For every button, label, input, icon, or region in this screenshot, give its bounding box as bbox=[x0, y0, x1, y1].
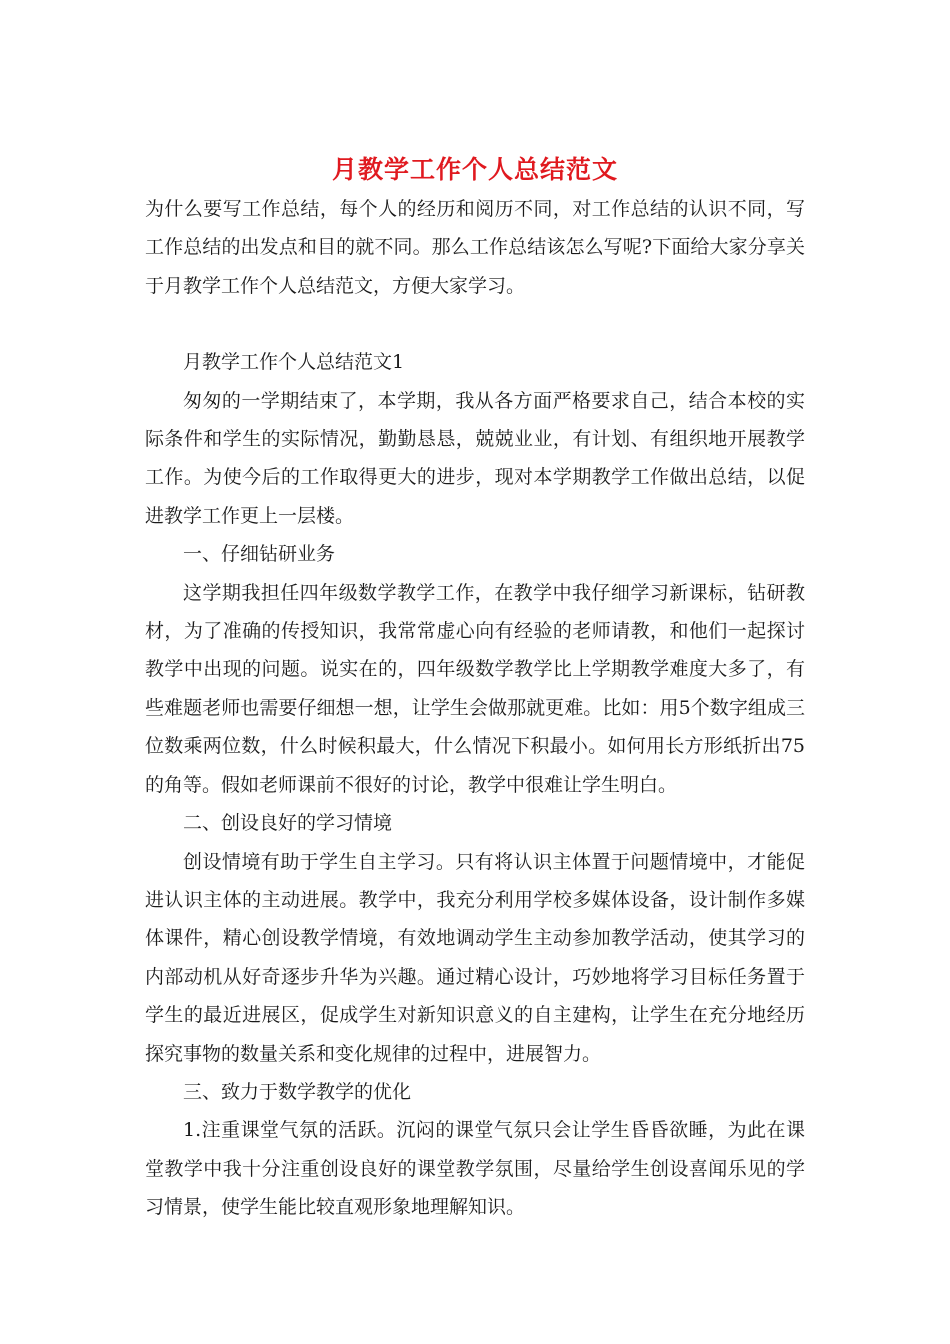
paragraph-4: 1.注重课堂气氛的活跃。沉闷的课堂气氛只会让学生昏昏欲睡，为此在课堂教学中我十分注重创设良好的课堂教学氛围，尽量给学生创设喜闻乐见的学习情景，使学生能比较直观形象地理解知识。 bbox=[145, 1119, 805, 1219]
document-page bbox=[145, 150, 805, 1227]
heading-3: 三、致力于数学教学的优化 bbox=[183, 1080, 412, 1103]
paragraph-2: 这学期我担任四年级数学教学工作，在教学中我仔细学习新课标，钻研教材，为了准确的传授知识，我常常虚心向有经验的老师请教，和他们一起探讨教学中出现的问题。说实在的，四年级数学教学比上学期教学难度大多了，有些难题老师也需要仔细想一想，让学生会做那就更难。比如：用5个数字组成三位数乘两位数，什么时候积最大，什么情况下积最小。如何用长方形纸折出75 的角等。假如老师课前不很好的讨论，教学中很难让学生明白。 bbox=[145, 581, 805, 796]
document-title: 月教学工作个人总结范文 bbox=[331, 155, 618, 184]
heading-2: 二、创设良好的学习情境 bbox=[183, 812, 393, 835]
paragraph-3: 创设情境有助于学生自主学习。只有将认识主体置于问题情境中，才能促进认识主体的主动进展。教学中，我充分利用学校多媒体设备，设计制作多媒体课件，精心创设教学情境，有效地调动学生主动参加教学活动，使其学习的内部动机从好奇逐步升华为兴趣。通过精心设计，巧妙地将学习目标任务置于学生的最近进展区，促成学生对新知识意义的自主建构，让学生在充分地经历探究事物的数量关系和变化规律的过程中，进展智力。 bbox=[145, 850, 805, 1065]
paragraph-gap bbox=[145, 305, 805, 343]
intro-paragraph: 为什么要写工作总结，每个人的经历和阅历不同，对工作总结的认识不同，写工作总结的出发点和目的就不同。那么工作总结该怎么写呢?下面给大家分享关于月教学工作个人总结范文，方便大家学习。 bbox=[145, 198, 805, 297]
paragraph-1: 匆匆的一学期结束了，本学期，我从各方面严格要求自己，结合本校的实际条件和学生的实际情况，勤勤恳恳，兢兢业业，有计划、有组织地开展教学工作。为使今后的工作取得更大的进步，现对本学期教学工作做出总结，以促进教学工作更上一层楼。 bbox=[145, 389, 805, 527]
heading-1: 一、仔细钻研业务 bbox=[183, 543, 336, 566]
section-title: 月教学工作个人总结范文1 bbox=[183, 351, 405, 374]
